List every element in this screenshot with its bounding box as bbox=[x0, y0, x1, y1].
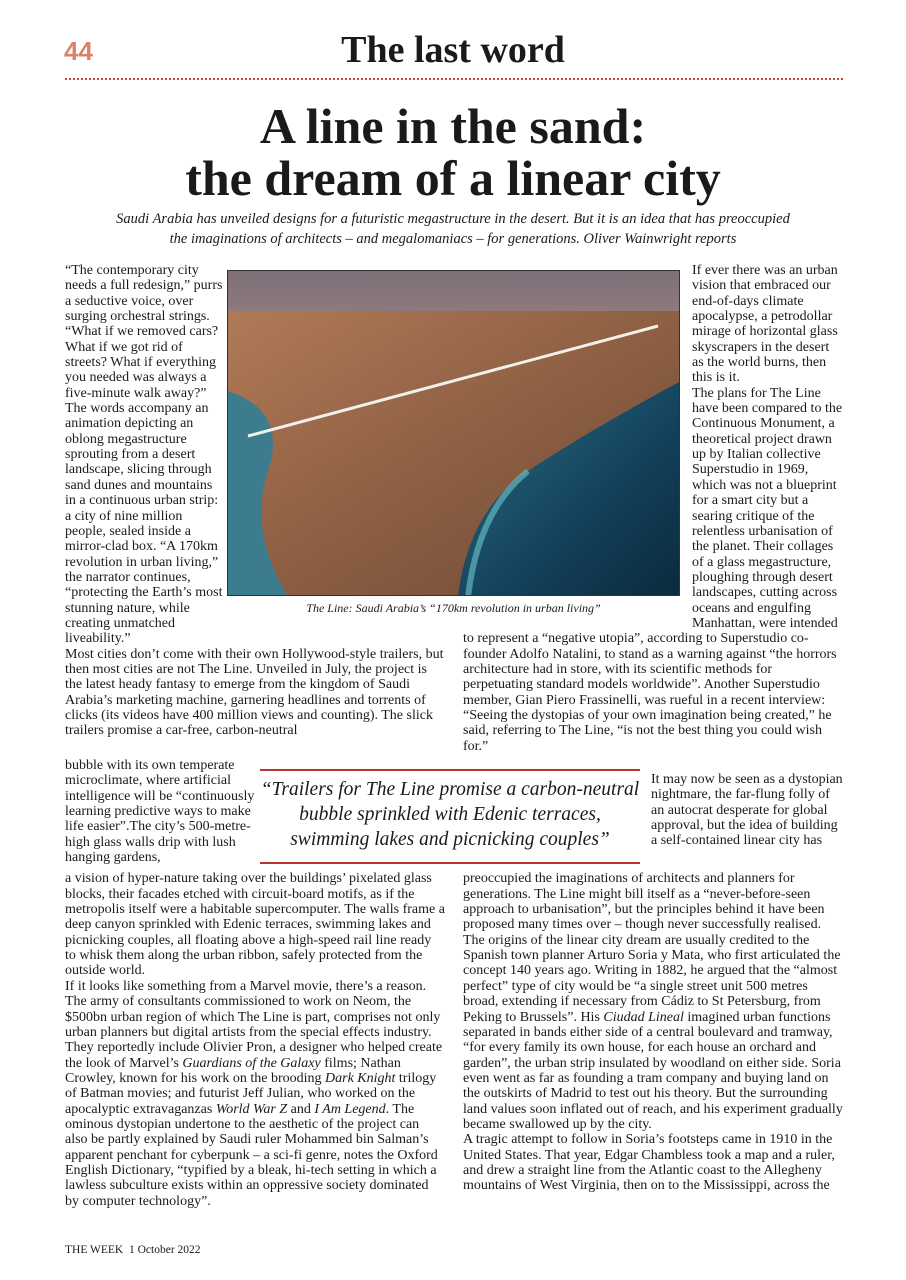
right-paragraph-4: The origins of the linear city dream are usually credited to the Spanish town planner Arturo Soria y Mata, who first articulated the concept 140 years ago. Writing in 1882, he argued that the “almost perfect” type of city would be “a single street unit 500 metres broad, extending if necessary from Cádiz to St Petersburg, from Peking to Brussels”. His Ciudad Lineal imagined urban functions separated in bands either side of a central boulevard and tramway, “for every family its own house, for each house an orchard and garden”, the urban strip insulated by woodland on either side. Soria even went as far as founding a tram company and buying land on the outskirts of Madrid to test out his theory. But the surrounding land values soon inflated out of reach, and his experiment gradually became swallowed up by the city. bbox=[463, 932, 843, 1132]
headline-line-1: A line in the sand: bbox=[259, 98, 647, 154]
left-paragraph-1: “The contemporary city needs a full redesign,” purrs a seductive voice, over surging orchestral strings. “What if we removed cars? What if we got rid of streets? What if everything you needed was always a five-minute walk away?” The words accompany an animation depicting an oblong megastructure sprouting from a desert landscape, slicing through sand dunes and mountains in a continuous urban strip: a city of nine million people, sealed inside a mirror-clad box. “A 170km revolution in urban living,” the narrator continues, “protecting the Earth’s most stunning nature, while creating unmatched liveability.” bbox=[65, 263, 223, 647]
aerial-photo-the-line bbox=[227, 270, 680, 596]
italic-title: Dark Knight bbox=[325, 1070, 396, 1086]
article-row-pull-quote bbox=[65, 758, 843, 865]
standfirst-line-1: Saudi Arabia has unveiled designs for a futuristic megastructure in the desert. But it is an idea that has preoccupied bbox=[116, 211, 790, 227]
right-column-bottom bbox=[463, 871, 843, 1193]
italic-title: Guardians of the Galaxy bbox=[182, 1055, 321, 1071]
standfirst-line-2: the imaginations of architects – and megalomaniacs – for generations. Oliver Wainwright reports bbox=[169, 231, 737, 247]
italic-title: Ciudad Lineal bbox=[603, 1009, 684, 1025]
footer bbox=[65, 1224, 843, 1256]
photo-illustration bbox=[228, 271, 680, 596]
pull-quote: “Trailers for The Line promise a carbon-neutral bubble sprinkled with Edenic terraces, swimming lakes and picnicking couples” bbox=[260, 779, 640, 850]
headline bbox=[0, 100, 906, 204]
left-column-bottom bbox=[65, 871, 445, 1209]
article-row-bottom bbox=[65, 871, 843, 1209]
header-divider bbox=[65, 78, 843, 80]
page-number: 44 bbox=[64, 36, 93, 66]
left-paragraph-2a: Most cities don’t come with their own Hollywood-style trailers, but then most cities are not The Line. Unveiled in July, the project is the latest heady fantasy to emerge from the kingdom of Saudi Arabia’s marketing machine, garnering headlines and torrents of clicks (its videos have 400 million views and counting). The slick trailers promise a car-free, carbon-neutral bbox=[65, 646, 444, 739]
section-title: The last word bbox=[341, 29, 565, 71]
right-paragraph-1: If ever there was an urban vision that embraced our end-of-days climate apocalypse, a petrodollar mirage of horizontal glass skyscrapers in the desert as the world burns, then this is it. bbox=[692, 263, 838, 386]
right-paragraph-3b: preoccupied the imaginations of architects and planners for generations. The Line might bill itself as a “never-before-seen approach to urbanisation”, but the principles behind it have been proposed many times over – though never successfully realised. bbox=[463, 871, 825, 933]
italic-title: World War Z bbox=[215, 1101, 288, 1117]
headline-line-2: the dream of a linear city bbox=[185, 150, 721, 206]
italic-title: I Am Legend bbox=[314, 1101, 386, 1117]
right-paragraph-3a: It may now be seen as a dystopian nightmare, the far-flung folly of an autocrat desperate for global approval, but the idea of building a self-contained linear city has bbox=[651, 772, 843, 849]
left-paragraph-2b: bubble with its own temperate microclimate, where artificial intelligence will be “continuously learning predictive ways to make life easier”.The city’s 500-metre-high glass walls drip with lush hanging gardens, bbox=[65, 758, 255, 866]
pull-quote-box bbox=[260, 769, 640, 864]
right-paragraph-5: A tragic attempt to follow in Soria’s footsteps came in 1910 in the United States. That year, Edgar Chambless took a map and a ruler, and drew a straight line from the Atlantic coast to the Allegheny mountains of West Virginia, then on to the Mississippi, across the bbox=[463, 1132, 835, 1194]
right-paragraph-2: The plans for The Line have been compared to the Continuous Monument, a theoretical project drawn up by Italian collective Superstudio in 1969, which was not a blueprint for a smart city but a searing critique of the relentless urbanisation of the planet. Their collages of a glass megastructure, ploughing through desert landscapes, cutting across oceans and engulfing Manhattan, were intended to represent a “negative utopia”, according to Superstudio co-founder Adolfo Natalini, to stand as a warning against “the horrors architecture had in store, with its scientific methods for perpetuating standard models worldwide”. Another Superstudio member, Gian Piero Frassinelli, was rueful in a recent interview: “Seeing the dystopias of your own imagination being created,” he said, referring to The Line, “is not the best thing you could wish for.” bbox=[463, 385, 843, 754]
left-paragraph-3: If it looks like something from a Marvel movie, there’s a reason. The army of consultants commissioned to work on Neom, the $500bn urban region of which The Line is part, comprises not only urban planners but digital artists from the special effects industry. They reportedly include Olivier Pron, a designer who helped create the look of Marvel’s Guardians of the Galaxy films; Nathan Crowley, known for his work on the brooding Dark Knight trilogy of Batman movies; and futurist Jeff Julian, who worked on the apocalyptic extravaganzas World War Z and I Am Legend. The ominous dystopian undertone to the aesthetic of the project can also be partly explained by Saudi ruler Mohammed bin Salman’s apparent penchant for cyberpunk – a sci-fi genre, notes the Oxford English Dictionary, “typified by a bleak, hi-tech setting in which a lawless subculture exists within an oppressive society dominated by computer technology”. bbox=[65, 978, 443, 1209]
left-paragraph-2c: a vision of hyper-nature taking over the buildings’ pixelated glass blocks, their facades etched with circuit-board motifs, as if the metropolis itself were a habitable supercomputer. The walls frame a deep canyon sprinkled with Edenic terraces, swimming lakes and picnicking couples, all floating above a high-speed rail line ready to whisk them along the urban ribbon, safely protected from the outside world. bbox=[65, 871, 445, 979]
footer-publication: THE WEEK bbox=[65, 1244, 124, 1256]
photo-caption: The Line: Saudi Arabia’s “170km revolution in urban living” bbox=[306, 601, 601, 615]
standfirst bbox=[90, 209, 816, 249]
footer-date: 1 October 2022 bbox=[128, 1244, 201, 1256]
